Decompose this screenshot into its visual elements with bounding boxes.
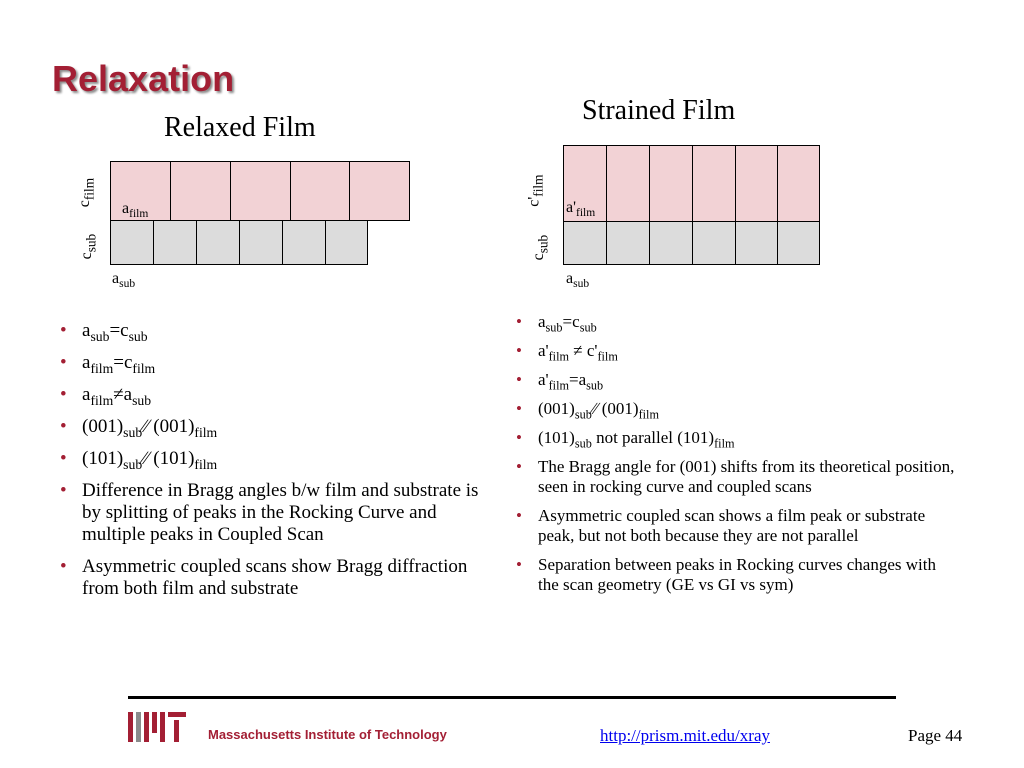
slide-title: Relaxation — [52, 58, 235, 99]
bullet-item: • $a_{film}\ne a_{sub}$ — [60, 384, 480, 406]
bullet-item: • Difference in Bragg angles b/w film and substrate is by splitting of peaks in the Rocking Curve and multiple peaks in Coupled Scan — [60, 480, 480, 546]
bullet-item: • $(001)_{sub}∕∕$ $(001)_{film}$ — [60, 416, 480, 438]
strained-film-cell — [735, 145, 778, 222]
relaxed-substrate-cell — [196, 220, 240, 265]
relaxed-c-sub-label: $c_{sub}$ — [78, 233, 99, 260]
relaxed-a-sub-label: $a_{sub}$ — [112, 270, 136, 291]
bullet-item: • $(101)_{sub}$ not parallel $(101)_{film}$ — [516, 428, 956, 448]
strained-film-cell — [649, 145, 693, 222]
strained-a-sub-label: $a_{sub}$ — [566, 270, 590, 291]
strained-substrate-cell — [563, 221, 607, 265]
bullet-item: • $a_{sub}=c_{sub}$ — [516, 312, 956, 332]
bullet-item: • The Bragg angle for (001) shifts from its theoretical position, seen in rocking curve and coupled scans — [516, 457, 956, 497]
relaxed-film-cell — [290, 161, 351, 221]
strained-substrate-cell — [606, 221, 650, 265]
strained-film-caption: Strained Film — [582, 95, 736, 126]
relaxed-substrate-cell — [239, 220, 283, 265]
relaxed-substrate-cell — [153, 220, 197, 265]
footer-divider — [128, 696, 896, 699]
strained-film-cell — [606, 145, 650, 222]
strained-substrate-cell — [777, 221, 820, 265]
bullet-item: • $a'_{film} \ne c'_{film}$ — [516, 341, 956, 361]
relaxed-c-film-label: $c_{film}$ — [76, 177, 97, 208]
strained-c-film-label: $c'_{film}$ — [525, 174, 546, 207]
strained-a-film-label: $a'_{film}$ — [566, 199, 596, 220]
relaxed-film-cell — [230, 161, 291, 221]
relaxed-film-cell — [349, 161, 410, 221]
bullet-item: • Separation between peaks in Rocking curves changes with the scan geometry (GE vs GI vs sym) — [516, 555, 956, 595]
relaxed-film-cell — [170, 161, 231, 221]
strained-c-sub-label: $c_{sub}$ — [530, 234, 551, 261]
strained-bullet-list — [516, 312, 956, 604]
bullet-item: • $a'_{film}=a_{sub}$ — [516, 370, 956, 390]
relaxed-substrate-cell — [282, 220, 326, 265]
strained-film-cell — [692, 145, 736, 222]
relaxed-substrate-cell — [110, 220, 154, 265]
relaxed-substrate-cell — [325, 220, 368, 265]
bullet-item: • $a_{film}=c_{film}$ — [60, 352, 480, 374]
strained-substrate-cell — [649, 221, 693, 265]
strained-substrate-cell — [692, 221, 736, 265]
mit-logo-icon — [128, 712, 186, 742]
bullet-item: • Asymmetric coupled scans show Bragg diffraction from both film and substrate — [60, 556, 480, 600]
relaxed-a-film-label: $a_{film}$ — [122, 200, 149, 221]
institution-name: Massachusetts Institute of Technology — [208, 727, 447, 742]
bullet-item: • $(101)_{sub}∕∕$ $(101)_{film}$ — [60, 448, 480, 470]
relaxed-bullet-list — [60, 320, 480, 610]
page-number: Page 44 — [908, 726, 963, 745]
relaxed-film-caption: Relaxed Film — [164, 112, 316, 143]
strained-substrate-cell — [735, 221, 778, 265]
bullet-item: • Asymmetric coupled scan shows a film peak or substrate peak, but not both because they are not parallel — [516, 506, 956, 546]
bullet-item: • $a_{sub}=c_{sub}$ — [60, 320, 480, 342]
bullet-item: • $(001)_{sub}∕∕$ $(001)_{film}$ — [516, 399, 956, 419]
strained-film-cell — [777, 145, 820, 222]
xray-url-link[interactable]: http://prism.mit.edu/xray — [600, 726, 770, 745]
